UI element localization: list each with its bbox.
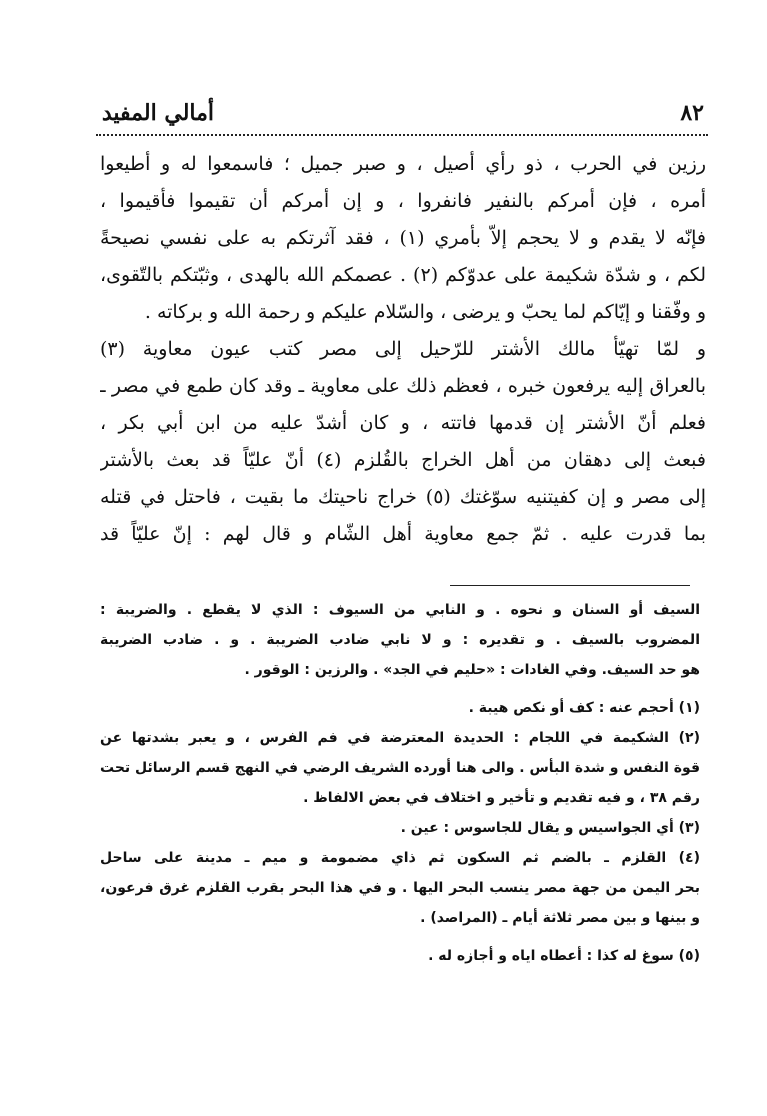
text-line: فعلم أنّ الأشتر إن قدمها فاتته ، و كان أشدّ عليه من ابن أبي بكر ، (100, 412, 706, 434)
footnote-1: (١) أحجم عنه : كف أو نكص هيبة . (468, 700, 700, 716)
text-line: فإنّه لا يقدم و لا يحجم إلاّ بأمري (١) ، فقد آثرتكم به على نفسي نصيحةً (100, 227, 706, 249)
text-line: فبعث إلى دهقان من أهل الخراج بالقُلزم (٤) أنّ عليّاً قد بعث بالأشتر (100, 449, 706, 471)
footnote-line: قوة النفس و شدة البأس . والى هنا أورده الشريف الرضي في النهج قسم الرسائل تحت (100, 760, 700, 776)
header-divider (96, 134, 708, 136)
main-text (100, 146, 706, 553)
text-line: و وفّقنا و إيّاكم لما يحبّ و يرضى ، والسّلام عليكم و رحمة الله و بركاته . (144, 301, 706, 323)
running-title: أمالي المفيد (101, 100, 214, 126)
text-line: أمره ، فإن أمركم بالنفير فانفروا ، و إن أمركم أن تقيموا فأقيموا ، (100, 190, 706, 212)
footnote-line: رقم ٣٨ ، و فيه تقديم و تأخير و اختلاف في بعض الالفاظ . (303, 790, 700, 806)
footnote-3: (٣) أي الجواسيس و يقال للجاسوس : عين . (400, 820, 700, 836)
text-line: و لمّا تهيّأ مالك الأشتر للرّحيل إلى مصر كتب عيون معاوية (٣) (100, 338, 706, 360)
footnote-4: (٤) القلزم ـ بالضم ثم السكون ثم ذاي مضمومة و ميم ـ مدينة على ساحل (100, 850, 700, 866)
footnote-line: هو حد السيف. وفي الغادات : «حليم في الجد» . والرزين : الوقور . (244, 662, 700, 678)
footnote-line: و بينها و بين مصر ثلاثة أيام ـ (المراصد) . (420, 910, 700, 926)
footnote-line: المضروب بالسيف . و تقديره : و لا نابي ضادب الضريبة . و . ضادب الضريبة (100, 632, 700, 648)
text-line: بالعراق إليه يرفعون خبره ، فعظم ذلك على معاوية ـ وقد كان طمع في مصر ـ (100, 375, 706, 397)
text-line: بما قدرت عليه . ثمّ جمع معاوية أهل الشّام و قال لهم : إنّ عليّاً قد (100, 523, 706, 545)
text-line: إلى مصر و إن كفيتنيه سوّغتك (٥) خراج ناحيتك ما بقيت ، فاحتل في قتله (100, 486, 706, 508)
footnote-line: بحر اليمن من جهة مصر ينسب البحر اليها . و في هذا البحر بقرب القلزم غرق فرعون، (100, 880, 700, 896)
text-line: لكم ، و شدّة شكيمة على عدوّكم (٢) . عصمكم الله بالهدى ، وثبّتكم بالتّقوى، (100, 264, 706, 286)
page-header (96, 96, 704, 132)
footnote-5: (٥) سوغ له كذا : أعطاه اياه و أجازه له . (428, 948, 700, 964)
footnote-2: (٢) الشكيمة في اللجام : الحديدة المعترضة في فم الفرس ، و يعبر بشدتها عن (100, 730, 700, 746)
footnotes (100, 595, 700, 971)
footnote-divider (450, 585, 690, 586)
page-number: ٨٢ (680, 100, 704, 126)
footnote-line: السيف أو السنان و نحوه . و النابي من السيوف : الذي لا يقطع . والضريبة : (100, 602, 700, 618)
text-line: رزين في الحرب ، ذو رأي أصيل ، و صبر جميل ؛ فاسمعوا له و أطيعوا (100, 153, 706, 175)
